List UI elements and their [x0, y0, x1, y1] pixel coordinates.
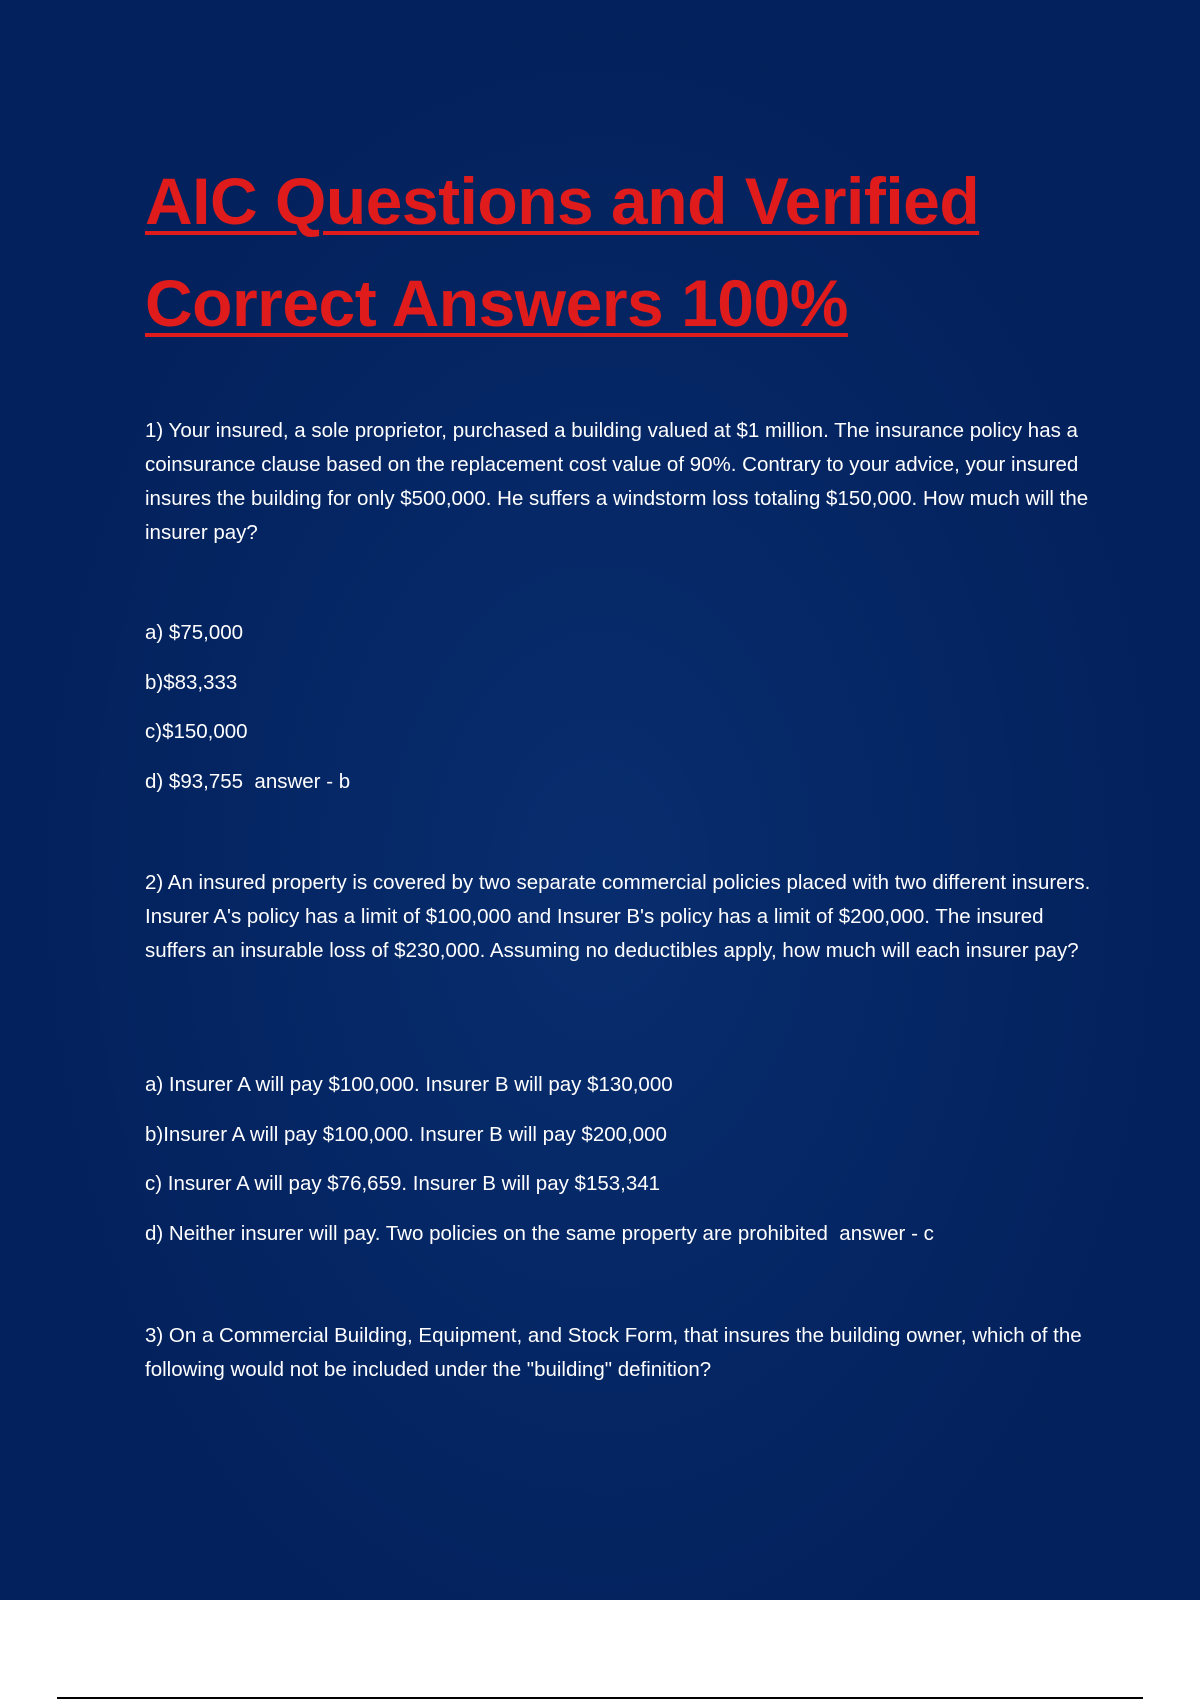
question-2-text: 2) An insured property is covered by two separate commercial policies placed with two different insurers. Insurer A's policy has a limit of $100,000 and Insurer B's policy has a limit of $200,000. The insured suffers an insurable loss of $230,000. Assuming no deductibles apply, how much will each insurer pay?: [145, 871, 1091, 962]
question-1-option-a: a) $75,000: [145, 621, 244, 644]
question-1-option-b: b)$83,333: [145, 671, 238, 694]
document-title: [145, 150, 1005, 354]
question-3-text: 3) On a Commercial Building, Equipment, and Stock Form, that insures the building owner, which of the following would not be included under the "building" definition?: [145, 1324, 1082, 1381]
title-line-1: AIC Questions and Verified: [145, 164, 980, 238]
question-2-option-b: b)Insurer A will pay $100,000. Insurer B will pay $200,000: [145, 1123, 667, 1146]
title-line-2: Correct Answers 100%: [145, 266, 848, 340]
footer-divider: [57, 1697, 1143, 1699]
question-2-option-c: c) Insurer A will pay $76,659. Insurer B will pay $153,341: [145, 1172, 661, 1195]
question-1-option-d: d) $93,755 answer - b: [145, 770, 351, 793]
question-2-option-d: d) Neither insurer will pay. Two policies on the same property are prohibited answer - c: [145, 1222, 934, 1245]
question-1-text: 1) Your insured, a sole proprietor, purchased a building valued at $1 million. The insurance policy has a coinsurance clause based on the replacement cost value of 90%. Contrary to your advice, your insured insures the building for only $500,000. He suffers a windstorm loss totaling $150,000. How much will the insurer pay?: [145, 419, 1089, 544]
question-2-option-a: a) Insurer A will pay $100,000. Insurer B will pay $130,000: [145, 1073, 673, 1096]
question-1-option-c: c)$150,000: [145, 720, 248, 743]
